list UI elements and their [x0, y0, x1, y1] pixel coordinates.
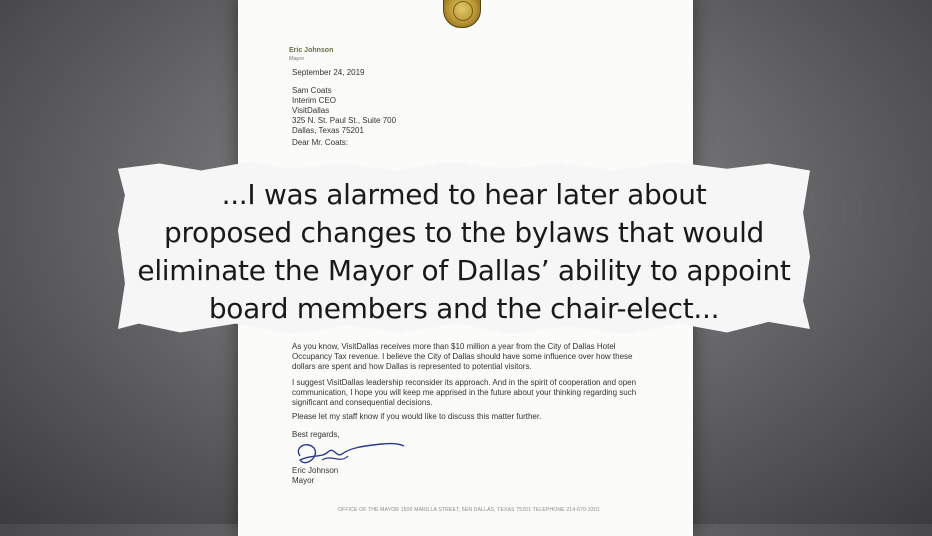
- salutation: Dear Mr. Coats:: [292, 138, 349, 147]
- quote-line: ...I was alarmed to hear later about: [221, 178, 707, 211]
- letterhead-name: Eric Johnson: [289, 47, 334, 54]
- pull-quote: [118, 176, 810, 328]
- letter-paragraph: I suggest VisitDallas leadership reconsider its approach. And in the spirit of cooperation and open communication, I hope you will keep me apprised in the future about your thinking regarding such significant and consequential decisions.: [292, 378, 637, 407]
- address-line: 325 N. St. Paul St., Suite 700: [292, 116, 397, 125]
- address-line: Sam Coats: [292, 86, 332, 95]
- letter-footer: OFFICE OF THE MAYOR 1500 MARILLA STREET, 5EN DALLAS, TEXAS 75201 TELEPHONE 214-670-3301: [338, 507, 600, 513]
- quote-line: proposed changes to the bylaws that would: [163, 216, 765, 249]
- letter-date: September 24, 2019: [292, 68, 365, 77]
- letter-paragraph: Please let my staff know if you would like to discuss this matter further.: [292, 412, 542, 421]
- letter-paragraph: As you know, VisitDallas receives more than $10 million a year from the City of Dallas Hotel Occupancy Tax revenue. I believe the City of Dallas should have some influence over how these dollars are spent and how Dallas is represented to potential visitors.: [292, 342, 633, 371]
- address-line: Interim CEO: [292, 96, 337, 105]
- signer-title: Mayor: [292, 476, 315, 485]
- quote-line: eliminate the Mayor of Dallas’ ability to appoint: [137, 254, 791, 287]
- signer-name: Eric Johnson: [292, 466, 339, 475]
- recipient-address: [292, 86, 396, 136]
- city-seal-icon: [443, 0, 481, 28]
- address-line: VisitDallas: [292, 106, 330, 115]
- quote-line: board members and the chair-elect...: [208, 292, 720, 325]
- letterhead-title: Mayor: [289, 56, 305, 62]
- address-line: Dallas, Texas 75201: [292, 126, 364, 135]
- closing: Best regards,: [292, 430, 340, 439]
